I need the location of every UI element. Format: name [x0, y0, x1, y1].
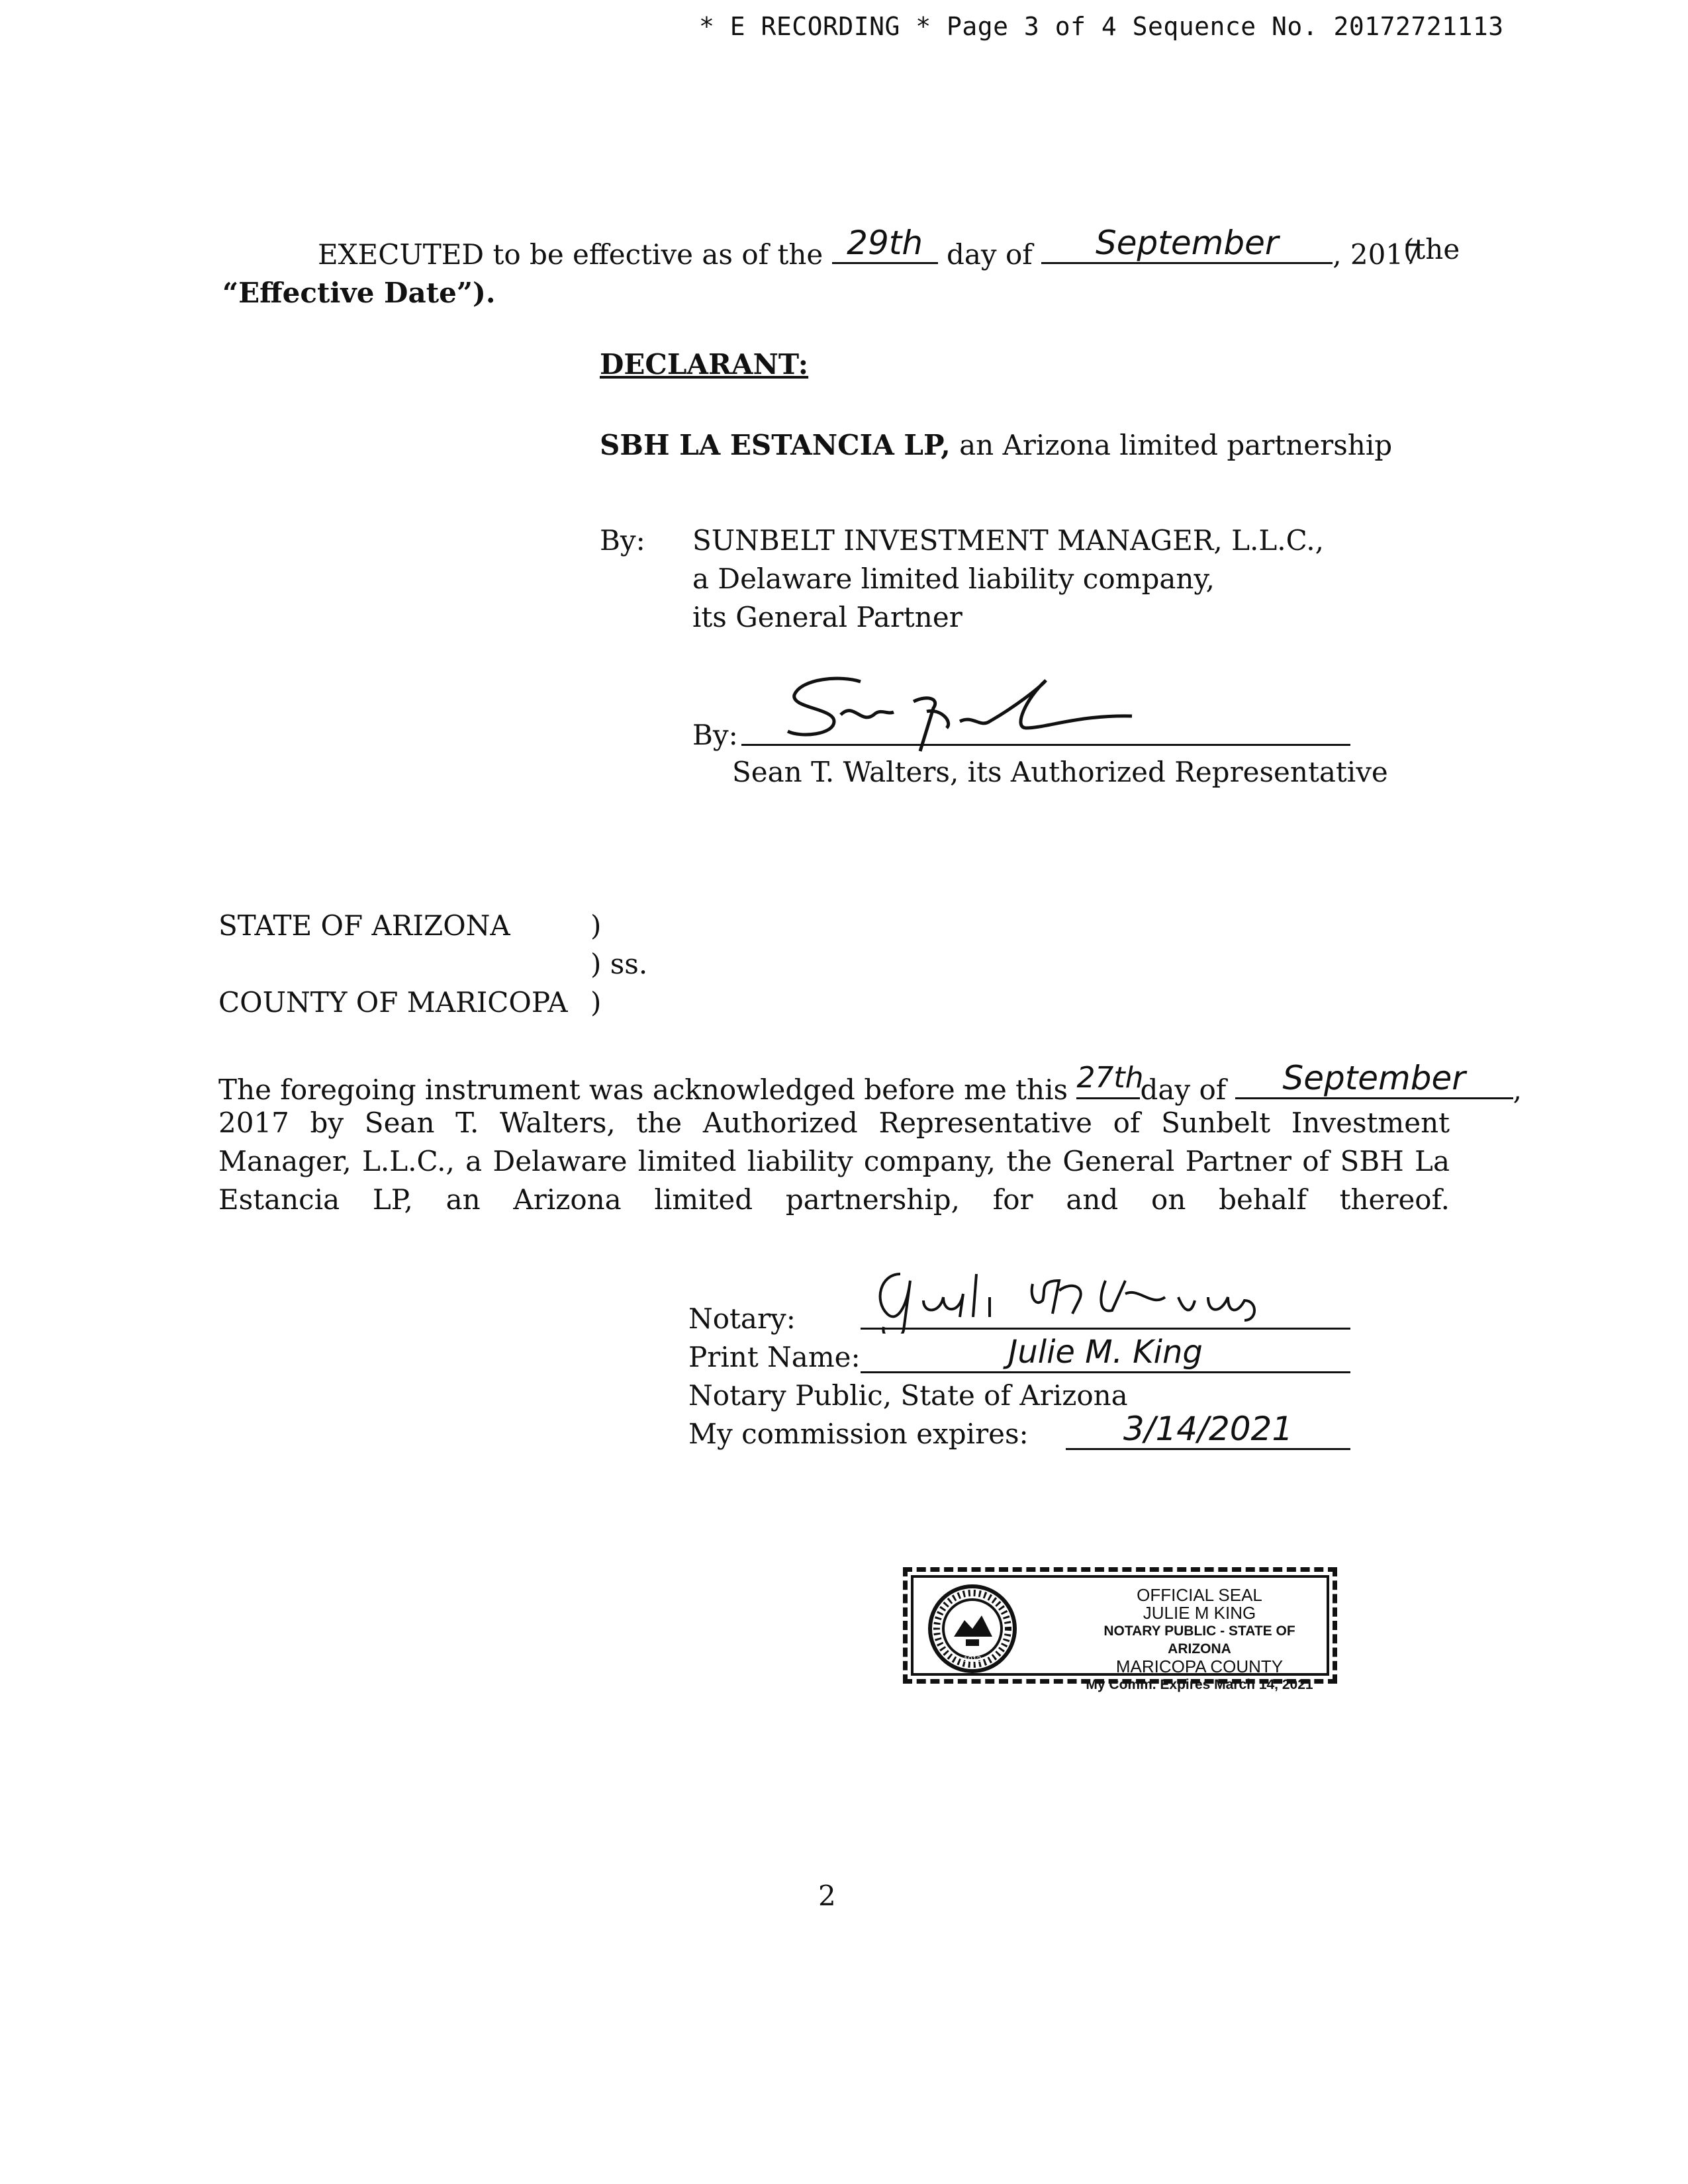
recording-header: * E RECORDING * Page 3 of 4 Sequence No. 20172721113	[699, 12, 1504, 41]
notary-signature	[861, 1261, 1297, 1334]
ack-comma: ,	[1513, 1073, 1522, 1106]
month-handwritten: September	[1096, 224, 1279, 262]
effective-date-label: Effective Date	[238, 277, 457, 309]
print-name-blank	[861, 1329, 1350, 1373]
print-name-handwritten: Julie M. King	[1008, 1334, 1203, 1371]
executed-prefix: EXECUTED to be effective as of the	[318, 238, 823, 271]
by-label: By:	[600, 524, 645, 557]
venue-county: COUNTY OF MARICOPA	[218, 986, 568, 1019]
emblem-year: 1912	[963, 1655, 982, 1664]
entity-desc: an Arizona limited partnership	[959, 429, 1393, 461]
notary-label: Notary:	[688, 1302, 796, 1335]
manager-line3: its General Partner	[692, 601, 962, 633]
declarant-entity	[600, 426, 1392, 465]
month-blank	[1041, 224, 1333, 264]
seal-line4: MARICOPA COUNTY	[1115, 1657, 1284, 1676]
commission-label: My commission expires:	[688, 1418, 1029, 1450]
seal-line1: OFFICIAL SEAL	[1137, 1585, 1262, 1605]
acknowledgment-line1	[218, 1059, 1522, 1109]
day-blank	[832, 224, 938, 264]
ack-day-of-label: day of	[1140, 1073, 1227, 1106]
ack-day-handwritten: 27th	[1076, 1061, 1144, 1095]
venue-paren-1: )	[590, 909, 602, 942]
manager-line1: SUNBELT INVESTMENT MANAGER, L.L.C.,	[692, 524, 1324, 557]
state-seal-emblem	[927, 1584, 1017, 1674]
manager-line2: a Delaware limited liability company,	[692, 563, 1215, 595]
signer-name: Sean T. Walters, its Authorized Representative	[732, 756, 1388, 788]
entity-name: SBH LA ESTANCIA LP,	[600, 429, 951, 461]
acknowledgment-body: 2017 by Sean T. Walters, the Authorized Representative of Sunbelt Investment Manager, L.L.C., a Delaware limited liability company, the General Partner of SBH La Estancia LP, an Arizona limited partnership, for and on behalf thereof.	[218, 1107, 1450, 1216]
page-number: 2	[818, 1880, 836, 1912]
walters-signature	[761, 662, 1145, 754]
venue-state: STATE OF ARIZONA	[218, 909, 510, 942]
ack-day-blank	[1076, 1061, 1144, 1099]
venue-ss: ) ss.	[590, 948, 648, 980]
ack-prefix: The foregoing instrument was acknowledged before me this	[218, 1073, 1068, 1106]
ack-month-handwritten: September	[1282, 1059, 1466, 1097]
seal-line5: My Comm. Expires March 14, 2021	[1086, 1677, 1313, 1692]
print-name-label: Print Name:	[688, 1341, 861, 1373]
seal-line2: JULIE M KING	[1143, 1603, 1256, 1623]
day-handwritten: 29th	[847, 224, 923, 262]
seal-text	[1080, 1586, 1319, 1694]
the-text: (the	[1403, 233, 1460, 265]
notary-public-label: Notary Public, State of Arizona	[688, 1379, 1128, 1412]
notary-seal	[903, 1567, 1337, 1692]
year-text: , 2017	[1333, 238, 1421, 271]
day-of-label: day of	[947, 238, 1033, 271]
signature-by-label: By:	[692, 719, 738, 751]
executed-line	[318, 224, 1421, 274]
seal-line3: NOTARY PUBLIC - STATE OF ARIZONA	[1103, 1623, 1295, 1657]
commission-handwritten: 3/14/2021	[1123, 1410, 1293, 1448]
venue-paren-3: )	[590, 986, 602, 1019]
commission-blank	[1066, 1408, 1350, 1450]
signature-line	[741, 744, 1350, 746]
declarant-heading: DECLARANT:	[600, 348, 809, 381]
effective-date-line: “Effective Date”).	[222, 277, 496, 309]
ack-month-blank	[1235, 1059, 1513, 1099]
